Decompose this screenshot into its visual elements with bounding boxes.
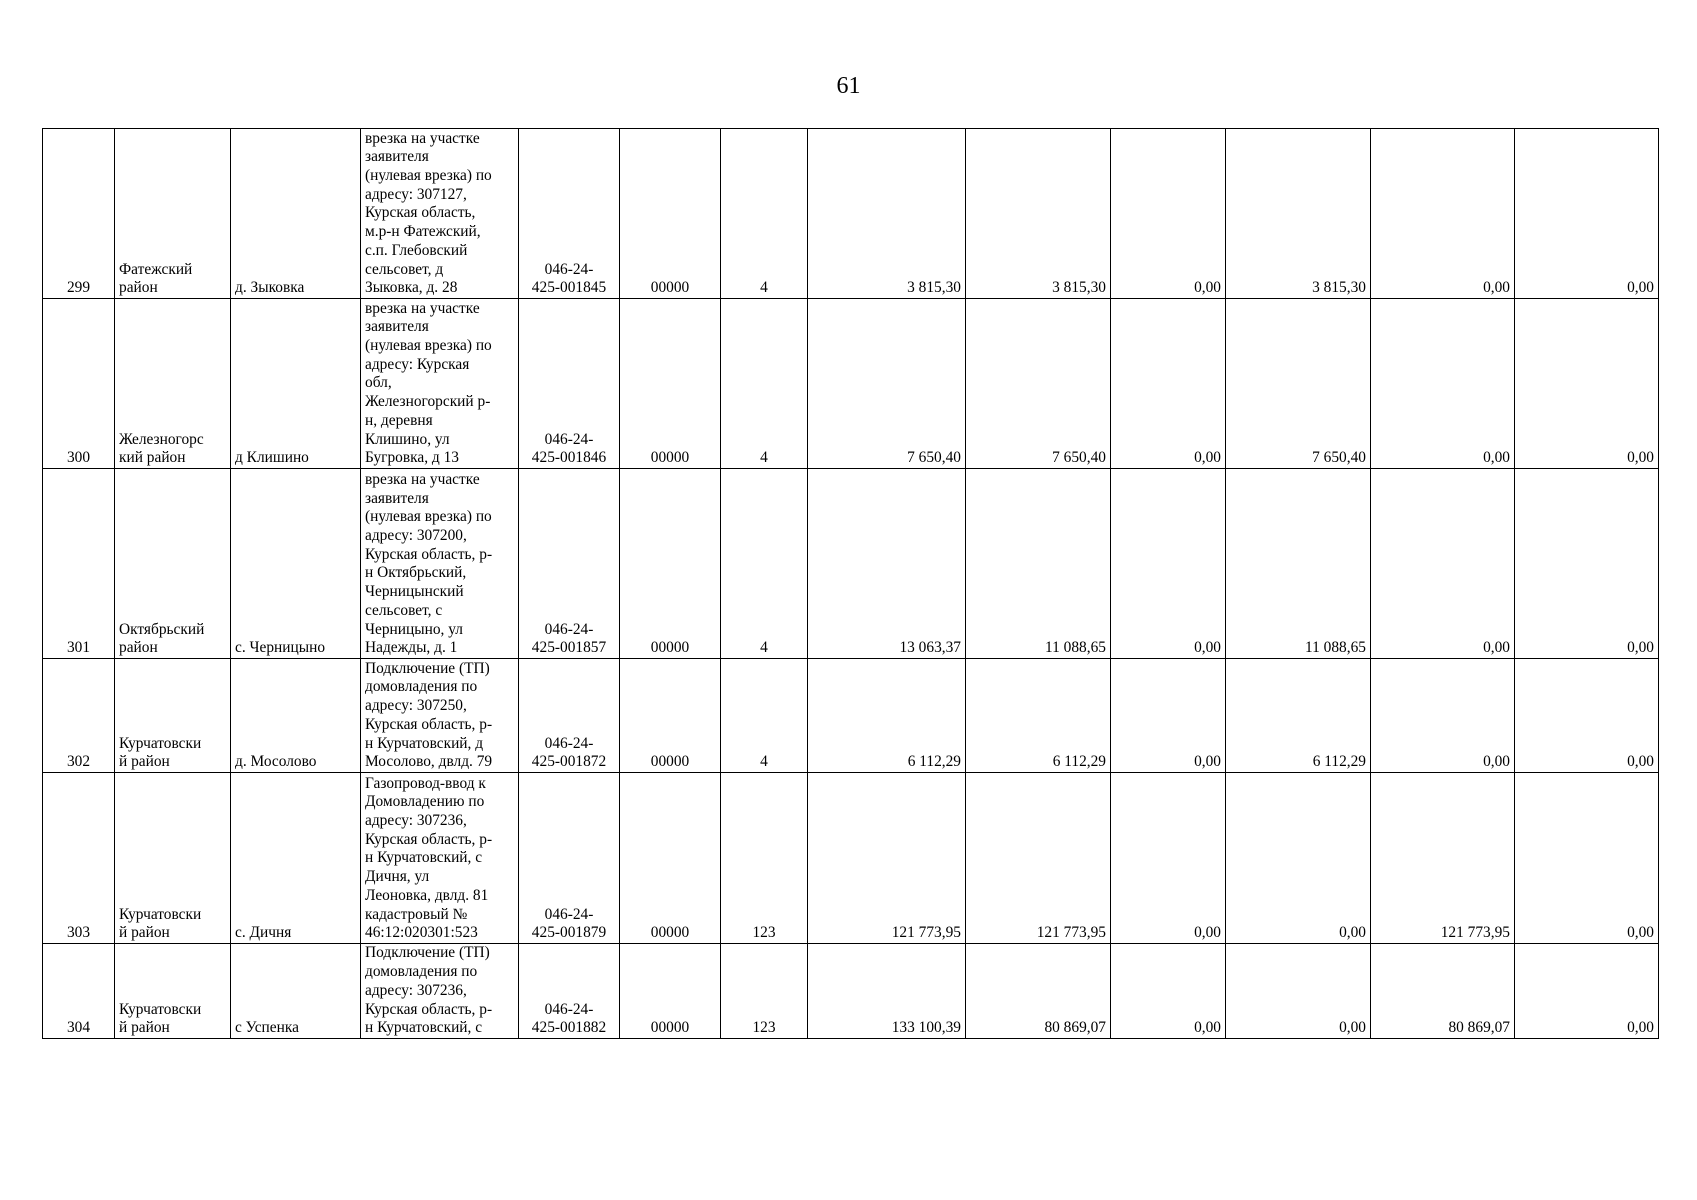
table-row xyxy=(43,773,1659,944)
district-cell xyxy=(115,469,231,659)
settlement-text: д Клишино xyxy=(235,449,309,467)
contract-code-cell xyxy=(519,944,620,1039)
row-number-cell xyxy=(43,469,115,659)
amount-5-text: 0,00 xyxy=(1483,279,1510,297)
settlement-cell xyxy=(231,944,361,1039)
row-number-text: 303 xyxy=(66,924,91,942)
district-text: Курчатовски й район xyxy=(119,734,202,771)
amount-6-cell xyxy=(1515,469,1659,659)
amount-6-text: 0,00 xyxy=(1627,1019,1654,1037)
settlement-text: д. Мосолово xyxy=(235,753,317,771)
kind-code-text: 00000 xyxy=(650,279,690,297)
settlement-cell xyxy=(231,659,361,773)
quantity-text: 4 xyxy=(760,639,768,657)
settlement-cell xyxy=(231,469,361,659)
settlement-text: с. Дичня xyxy=(235,924,292,942)
amount-3-cell xyxy=(1111,129,1226,299)
amount-3-text: 0,00 xyxy=(1194,1019,1221,1037)
amount-total-text: 13 063,37 xyxy=(899,639,961,657)
quantity-cell xyxy=(721,773,808,944)
amount-total-text: 7 650,40 xyxy=(907,449,961,467)
amount-3-text: 0,00 xyxy=(1194,639,1221,657)
district-cell xyxy=(115,773,231,944)
quantity-text: 123 xyxy=(752,1019,776,1037)
district-text: Фатежский район xyxy=(119,260,193,297)
kind-code-text: 00000 xyxy=(650,753,690,771)
row-number-text: 299 xyxy=(66,279,91,297)
amount-4-cell xyxy=(1226,299,1371,469)
kind-code-text: 00000 xyxy=(650,1019,690,1037)
kind-code-text: 00000 xyxy=(650,449,690,467)
description-cell xyxy=(361,129,519,299)
amount-5-text: 0,00 xyxy=(1483,449,1510,467)
amount-4-cell xyxy=(1226,129,1371,299)
description-cell xyxy=(361,944,519,1039)
description-cell xyxy=(361,659,519,773)
description-cell xyxy=(361,469,519,659)
settlement-cell xyxy=(231,773,361,944)
settlement-text: с Успенка xyxy=(235,1019,299,1037)
amount-paid-cell xyxy=(966,129,1111,299)
amount-total-cell xyxy=(808,469,966,659)
quantity-text: 123 xyxy=(752,924,776,942)
row-number-cell xyxy=(43,659,115,773)
table-row xyxy=(43,944,1659,1039)
row-number-text: 301 xyxy=(66,639,91,657)
amount-5-text: 80 869,07 xyxy=(1448,1019,1510,1037)
amount-paid-text: 7 650,40 xyxy=(1052,449,1106,467)
amount-3-cell xyxy=(1111,773,1226,944)
amount-total-text: 121 773,95 xyxy=(891,924,961,942)
kind-code-cell xyxy=(620,469,721,659)
amount-6-text: 0,00 xyxy=(1627,639,1654,657)
description-cell xyxy=(361,773,519,944)
district-cell xyxy=(115,299,231,469)
kind-code-text: 00000 xyxy=(650,639,690,657)
description-text: врезка на участке заявителя (нулевая врезка) по адресу: 307127, Курская область, м.р-н Фатежский, с.п. Глебовский сельсовет, д Зыковка, д. 28 xyxy=(365,129,492,297)
amount-total-cell xyxy=(808,129,966,299)
kind-code-cell xyxy=(620,129,721,299)
table-body xyxy=(43,129,1659,1039)
row-number-cell xyxy=(43,944,115,1039)
kind-code-cell xyxy=(620,299,721,469)
district-text: Октябрьский район xyxy=(119,620,205,657)
kind-code-cell xyxy=(620,773,721,944)
quantity-text: 4 xyxy=(760,449,768,467)
contract-code-text: 046-24- 425-001879 xyxy=(531,905,607,942)
amount-total-cell xyxy=(808,299,966,469)
kind-code-cell xyxy=(620,944,721,1039)
contract-code-text: 046-24- 425-001872 xyxy=(531,734,607,771)
amount-3-cell xyxy=(1111,469,1226,659)
quantity-cell xyxy=(721,129,808,299)
amount-6-text: 0,00 xyxy=(1627,924,1654,942)
row-number-text: 304 xyxy=(66,1019,91,1037)
district-text: Курчатовски й район xyxy=(119,905,202,942)
row-number-cell xyxy=(43,773,115,944)
quantity-text: 4 xyxy=(760,753,768,771)
amount-5-cell xyxy=(1371,299,1515,469)
district-cell xyxy=(115,944,231,1039)
quantity-cell xyxy=(721,659,808,773)
table-row xyxy=(43,129,1659,299)
amount-paid-text: 11 088,65 xyxy=(1045,639,1106,657)
description-text: Газопровод-ввод к Домовладению по адресу: 307236, Курская область, р- н Курчатовский, с Дичня, ул Леоновка, двлд. 81 кадастровый № 46:12:020301:523 xyxy=(365,774,493,942)
contract-code-cell xyxy=(519,299,620,469)
registry-table xyxy=(42,128,1659,1039)
amount-5-text: 121 773,95 xyxy=(1440,924,1510,942)
description-cell xyxy=(361,299,519,469)
amount-paid-cell xyxy=(966,469,1111,659)
amount-4-text: 7 650,40 xyxy=(1312,449,1366,467)
contract-code-cell xyxy=(519,659,620,773)
amount-6-text: 0,00 xyxy=(1627,449,1654,467)
settlement-cell xyxy=(231,299,361,469)
contract-code-text: 046-24- 425-001882 xyxy=(531,1000,607,1037)
amount-6-cell xyxy=(1515,299,1659,469)
amount-total-cell xyxy=(808,659,966,773)
amount-3-text: 0,00 xyxy=(1194,279,1221,297)
contract-code-text: 046-24- 425-001857 xyxy=(531,620,607,657)
description-text: Подключение (ТП) домовладения по адресу: 307236, Курская область, р- н Курчатовский, с xyxy=(365,944,493,1037)
page-number: 61 xyxy=(836,73,861,99)
quantity-cell xyxy=(721,944,808,1039)
amount-5-text: 0,00 xyxy=(1483,639,1510,657)
contract-code-text: 046-24- 425-001845 xyxy=(531,260,607,297)
table-row xyxy=(43,659,1659,773)
table-row xyxy=(43,299,1659,469)
amount-4-cell xyxy=(1226,944,1371,1039)
amount-6-cell xyxy=(1515,944,1659,1039)
amount-5-cell xyxy=(1371,129,1515,299)
amount-total-text: 133 100,39 xyxy=(891,1019,961,1037)
amount-6-cell xyxy=(1515,659,1659,773)
amount-paid-text: 80 869,07 xyxy=(1044,1019,1106,1037)
amount-4-text: 0,00 xyxy=(1339,924,1366,942)
quantity-text: 4 xyxy=(760,279,768,297)
amount-5-text: 0,00 xyxy=(1483,753,1510,771)
amount-paid-cell xyxy=(966,659,1111,773)
amount-paid-cell xyxy=(966,944,1111,1039)
description-text: врезка на участке заявителя (нулевая врезка) по адресу: 307200, Курская область, р- н Октябрьский, Черницынский сельсовет, с Черницыно, ул Надежды, д. 1 xyxy=(365,470,493,657)
amount-4-text: 11 088,65 xyxy=(1305,639,1366,657)
amount-4-cell xyxy=(1226,773,1371,944)
amount-3-text: 0,00 xyxy=(1194,449,1221,467)
amount-6-cell xyxy=(1515,129,1659,299)
row-number-cell xyxy=(43,129,115,299)
quantity-cell xyxy=(721,299,808,469)
amount-4-cell xyxy=(1226,469,1371,659)
description-text: Подключение (ТП) домовладения по адресу: 307250, Курская область, р- н Курчатовский, д Мосолово, двлд. 79 xyxy=(365,659,493,771)
amount-5-cell xyxy=(1371,773,1515,944)
row-number-text: 302 xyxy=(66,753,91,771)
amount-paid-text: 6 112,29 xyxy=(1052,753,1106,771)
amount-5-cell xyxy=(1371,944,1515,1039)
amount-paid-text: 121 773,95 xyxy=(1036,924,1106,942)
amount-paid-cell xyxy=(966,773,1111,944)
amount-3-cell xyxy=(1111,659,1226,773)
description-text: врезка на участке заявителя (нулевая врезка) по адресу: Курская обл, Железногорский р- н, деревня Клишино, ул Бугровка, д 13 xyxy=(365,299,492,467)
amount-4-text: 6 112,29 xyxy=(1312,753,1366,771)
amount-5-cell xyxy=(1371,659,1515,773)
row-number-text: 300 xyxy=(66,449,91,467)
district-text: Железногорс кий район xyxy=(119,430,204,467)
amount-6-text: 0,00 xyxy=(1627,753,1654,771)
amount-total-text: 3 815,30 xyxy=(907,279,961,297)
contract-code-cell xyxy=(519,469,620,659)
contract-code-cell xyxy=(519,773,620,944)
district-text: Курчатовски й район xyxy=(119,1000,202,1037)
amount-3-cell xyxy=(1111,944,1226,1039)
settlement-cell xyxy=(231,129,361,299)
amount-4-text: 3 815,30 xyxy=(1312,279,1366,297)
row-number-cell xyxy=(43,299,115,469)
amount-total-cell xyxy=(808,944,966,1039)
quantity-cell xyxy=(721,469,808,659)
amount-3-text: 0,00 xyxy=(1194,753,1221,771)
amount-paid-cell xyxy=(966,299,1111,469)
amount-total-text: 6 112,29 xyxy=(907,753,961,771)
amount-5-cell xyxy=(1371,469,1515,659)
amount-3-cell xyxy=(1111,299,1226,469)
contract-code-text: 046-24- 425-001846 xyxy=(531,430,607,467)
amount-6-text: 0,00 xyxy=(1627,279,1654,297)
amount-total-cell xyxy=(808,773,966,944)
settlement-text: д. Зыковка xyxy=(235,279,305,297)
kind-code-cell xyxy=(620,659,721,773)
district-cell xyxy=(115,659,231,773)
amount-6-cell xyxy=(1515,773,1659,944)
contract-code-cell xyxy=(519,129,620,299)
amount-4-text: 0,00 xyxy=(1339,1019,1366,1037)
amount-3-text: 0,00 xyxy=(1194,924,1221,942)
table-row xyxy=(43,469,1659,659)
amount-paid-text: 3 815,30 xyxy=(1052,279,1106,297)
settlement-text: с. Черницыно xyxy=(235,639,326,657)
amount-4-cell xyxy=(1226,659,1371,773)
district-cell xyxy=(115,129,231,299)
kind-code-text: 00000 xyxy=(650,924,690,942)
